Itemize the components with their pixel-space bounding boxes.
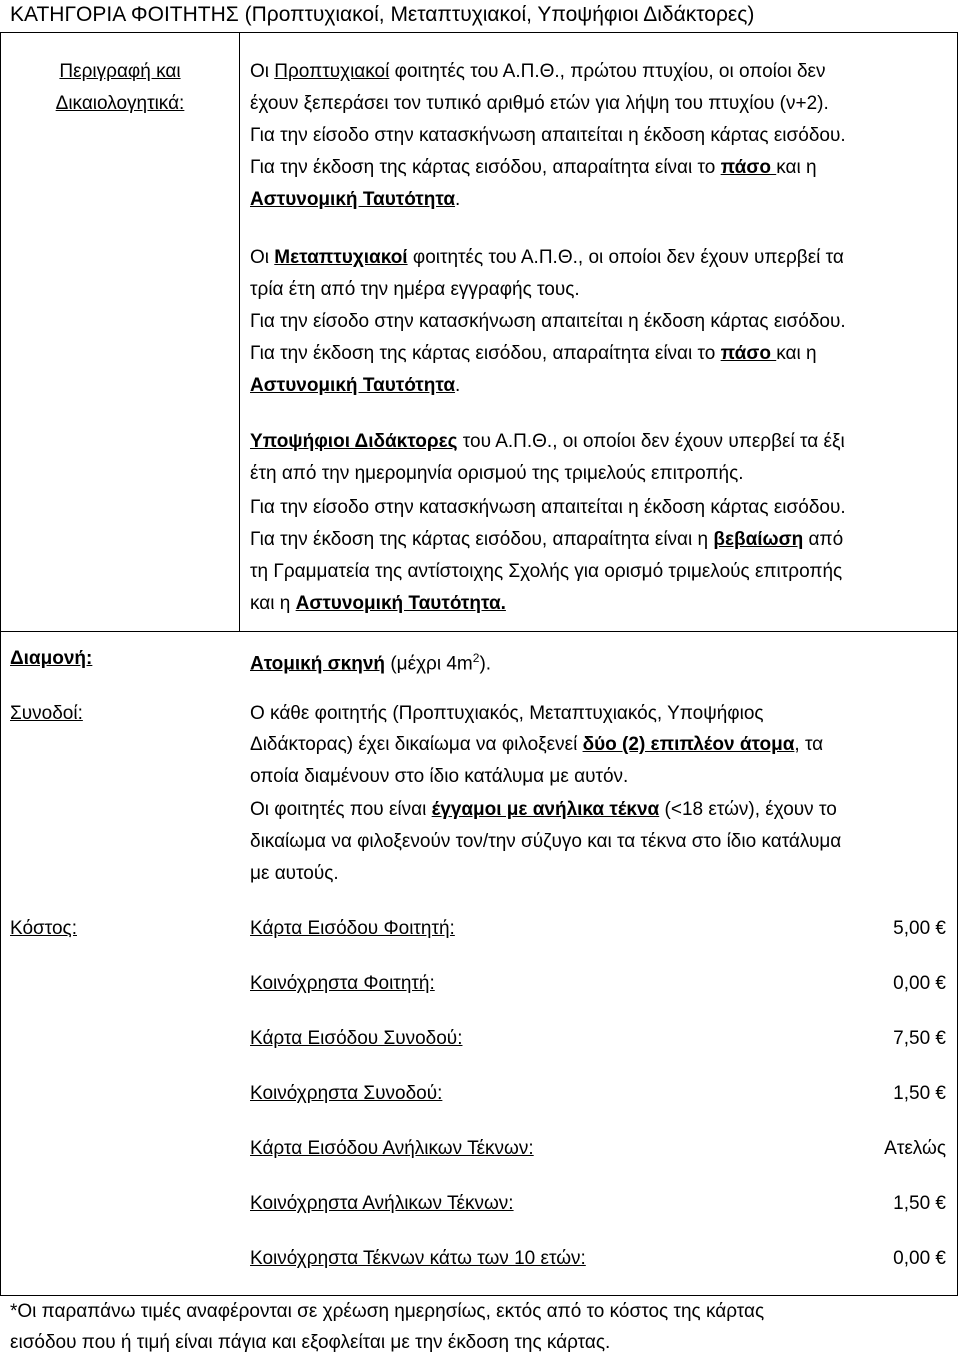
companions-label: Συνοδοί: (10, 703, 83, 724)
postgrad-line1: Οι Μεταπτυχιακοί φοιτητές του Α.Π.Θ., οι οποίοι δεν έχουν υπερβεί τα (250, 247, 844, 268)
two-persons-keyword: δύο (2) επιπλέον άτομα (582, 734, 795, 755)
postgrad-line5: Αστυνομική Ταυτότητα. (250, 375, 461, 396)
cost-label: Κόστος: (10, 918, 77, 939)
cost-row: Κάρτα Εισόδου Συνοδού: 7,50 € (250, 1028, 946, 1049)
footnote-line1: *Οι παραπάνω τιμές αναφέρονται σε χρέωση ημερησίως, εκτός από το κόστος της κάρτας (10, 1301, 765, 1322)
tent-keyword: Ατομική σκηνή (250, 653, 386, 675)
cost-row: Κάρτα Εισόδου Ανήλικων Τέκνων: Ατελώς (250, 1138, 946, 1159)
cost-row: Κοινόχρηστα Φοιτητή: 0,00 € (250, 973, 946, 994)
undergrad-keyword: Προπτυχιακοί (274, 61, 390, 82)
certificate-keyword: βεβαίωση (713, 529, 804, 550)
footnote (10, 1296, 950, 1358)
phd-keyword: Υποψήφιοι Διδάκτορες (250, 431, 458, 452)
pass-keyword: πάσο (720, 157, 777, 178)
id-card-keyword: Αστυνομική Ταυτότητα (250, 189, 456, 210)
phd-line6: και η Αστυνομική Ταυτότητα. (250, 593, 506, 614)
stay-label: Διαμονή: (10, 648, 93, 669)
description-label-line2: Δικαιολογητικά: (55, 93, 185, 114)
id-card-keyword: Αστυνομική Ταυτότητα. (295, 593, 506, 614)
companions-line2: Διδάκτορας) έχει δικαίωμα να φιλοξενεί δύο (2) επιπλέον άτομα, τα (250, 734, 824, 755)
companions-line4: Οι φοιτητές που είναι έγγαμοι με ανήλικα τέκνα (<18 ετών), έχουν το (250, 799, 837, 820)
postgrad-line4: Για την έκδοση της κάρτας εισόδου, απαραίτητα είναι το πάσο και η (250, 343, 817, 364)
undergrad-line3: Για την είσοδο στην κατασκήνωση απαιτείται η έκδοση κάρτας εισόδου. (250, 125, 846, 146)
postgrad-line2: τρία έτη από την ημέρα εγγραφής τους. (250, 279, 580, 300)
cost-row: Κοινόχρηστα Τέκνων κάτω των 10 ετών: 0,00 € (250, 1248, 946, 1269)
phd-line5: τη Γραμματεία της αντίστοιχης Σχολής για ορισμό τριμελούς επιτροπής (250, 561, 843, 582)
description-label-line1: Περιγραφή και (59, 61, 181, 82)
id-card-keyword: Αστυνομική Ταυτότητα (250, 375, 456, 396)
footnote-line2: εισόδου που ή τιμή είναι πάγια και εξοφλείται με την έκδοση της κάρτας. (10, 1332, 611, 1353)
description-label-cell (0, 32, 240, 632)
companions-line1: Ο κάθε φοιτητής (Προπτυχιακός, Μεταπτυχιακός, Υποψήφιος (250, 703, 764, 724)
postgrad-line3: Για την είσοδο στην κατασκήνωση απαιτείται η έκδοση κάρτας εισόδου. (250, 311, 846, 332)
phd-line1: Υποψήφιοι Διδάκτορες του Α.Π.Θ., οι οποίοι δεν έχουν υπερβεί τα έξι (250, 431, 845, 452)
postgrad-keyword: Μεταπτυχιακοί (274, 247, 408, 268)
married-keyword: έγγαμοι με ανήλικα τέκνα (431, 799, 660, 820)
undergrad-line1: Οι Προπτυχιακοί φοιτητές του Α.Π.Θ., πρώτου πτυχίου, οι οποίοι δεν (250, 61, 826, 82)
stay-value: Ατομική σκηνή (μέχρι $4m^2$). (250, 651, 492, 675)
cost-row: Κοινόχρηστα Συνοδού: 1,50 € (250, 1083, 946, 1104)
pass-keyword: πάσο (720, 343, 777, 364)
undergrad-line4: Για την έκδοση της κάρτας εισόδου, απαραίτητα είναι το πάσο και η (250, 157, 817, 178)
companions-line3: οποία διαμένουν στο ίδιο κατάλυμα με αυτόν. (250, 766, 629, 787)
phd-line4: Για την έκδοση της κάρτας εισόδου, απαραίτητα είναι η βεβαίωση από (250, 529, 844, 550)
page-title: ΚΑΤΗΓΟΡΙΑ ΦΟΙΤΗΤΗΣ (Προπτυχιακοί, Μεταπτυχιακοί, Υποψήφιοι Διδάκτορες) (10, 3, 755, 26)
phd-line2: έτη από την ημερομηνία ορισμού της τριμελούς επιτροπής. (250, 463, 744, 484)
companions-line6: με αυτούς. (250, 863, 339, 884)
cost-row: Κοινόχρηστα Ανήλικων Τέκνων: 1,50 € (250, 1193, 946, 1214)
phd-line3: Για την είσοδο στην κατασκήνωση απαιτείται η έκδοση κάρτας εισόδου. (250, 497, 846, 518)
undergrad-line2: έχουν ξεπεράσει τον τυπικό αριθμό ετών για λήψη του πτυχίου (ν+2). (250, 93, 829, 114)
companions-line5: δικαίωμα να φιλοξενούν τον/την σύζυγο και τα τέκνα στο ίδιο κατάλυμα (250, 831, 842, 852)
undergrad-line5: Αστυνομική Ταυτότητα. (250, 189, 461, 210)
cost-row: Κάρτα Εισόδου Φοιτητή: 5,00 € (250, 918, 946, 939)
